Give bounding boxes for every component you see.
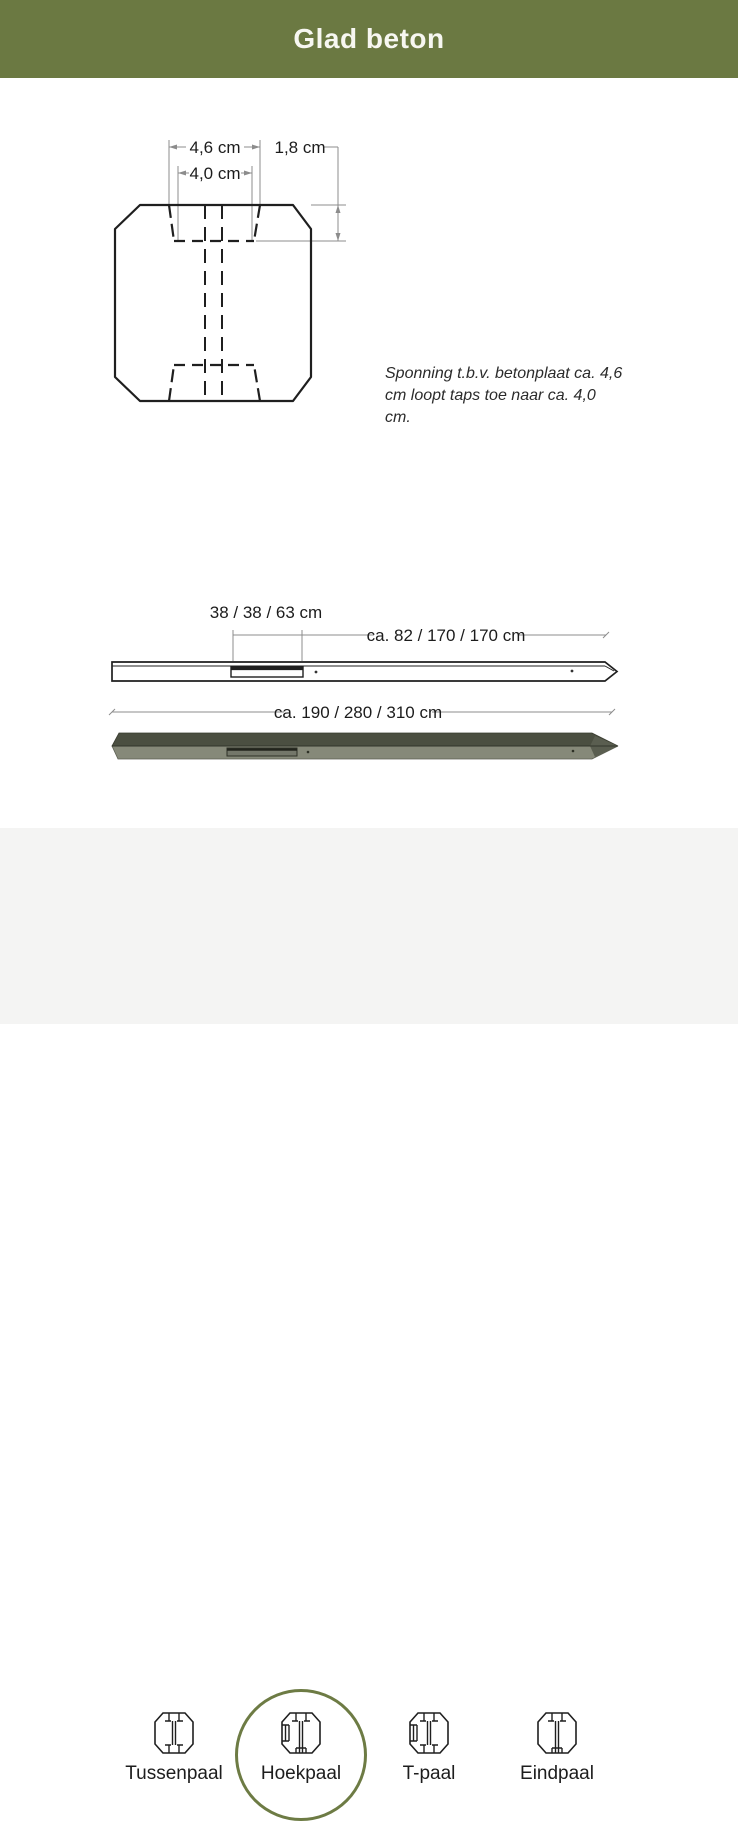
post-type-t-paal[interactable] bbox=[367, 1712, 491, 1785]
sponning-note: Sponning t.b.v. betonplaat ca. 4,6 cm loopt taps toe naar ca. 4,0 cm. bbox=[385, 365, 623, 426]
post-type-eindpaal[interactable] bbox=[495, 1712, 619, 1785]
post-type-selector bbox=[0, 828, 738, 1784]
dim-bottom-width-label: 4,0 cm bbox=[189, 164, 241, 183]
page-title: Glad beton bbox=[293, 23, 445, 54]
eindpaal-icon bbox=[537, 1712, 577, 1754]
post-type-hoekpaal[interactable] bbox=[239, 1712, 363, 1785]
t-paal-icon bbox=[409, 1712, 449, 1754]
header-bar bbox=[0, 0, 738, 78]
hoekpaal-icon bbox=[281, 1712, 321, 1754]
post-3d-diagram bbox=[95, 695, 630, 770]
post-octagon-outline bbox=[115, 205, 311, 401]
post-type-label: T-paal bbox=[402, 1763, 456, 1784]
post-type-label: Tussenpaal bbox=[125, 1763, 223, 1784]
dim-total-length-label: ca. 190 / 280 / 310 cm bbox=[273, 703, 443, 722]
tussenpaal-icon bbox=[154, 1712, 194, 1754]
cross-section-diagram bbox=[90, 128, 350, 418]
dim-top-width-label: 4,6 cm bbox=[189, 138, 241, 157]
dim-depth-label: 1,8 cm bbox=[274, 138, 326, 157]
post-type-label: Hoekpaal bbox=[260, 1763, 342, 1784]
post-type-tussenpaal[interactable] bbox=[112, 1712, 236, 1785]
side-view-diagram bbox=[95, 595, 630, 690]
post-side-outline bbox=[112, 662, 617, 681]
dim-sponning-label: 38 / 38 / 63 cm bbox=[209, 603, 323, 622]
post-type-label: Eindpaal bbox=[520, 1763, 594, 1784]
post-3d-top-face bbox=[112, 733, 618, 746]
dim-upper-part-label: ca. 82 / 170 / 170 cm bbox=[366, 626, 526, 645]
post-3d-front-face bbox=[112, 746, 618, 759]
